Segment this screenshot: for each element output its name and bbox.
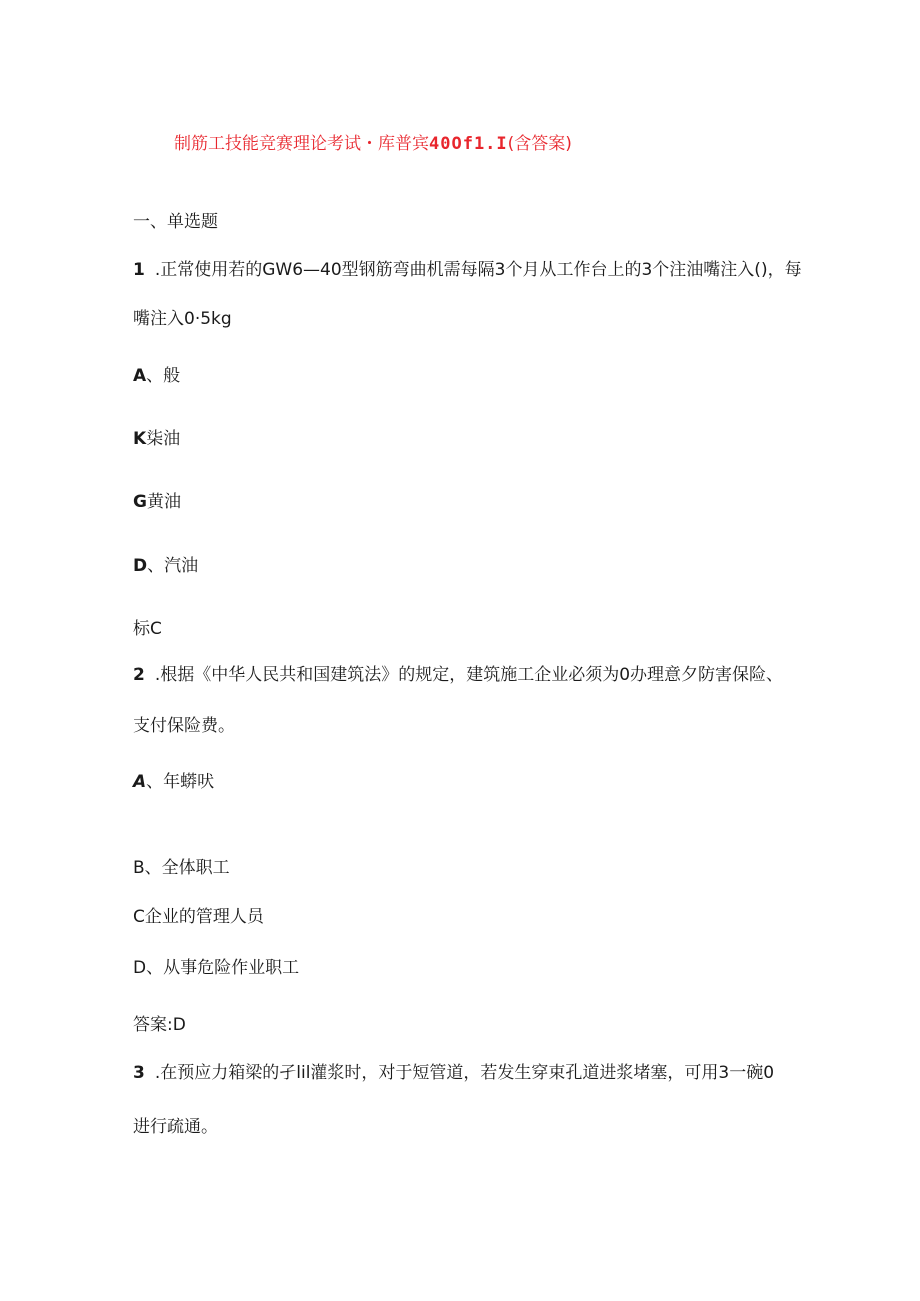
option-letter: K: [133, 429, 147, 449]
option-letter: A: [133, 366, 147, 386]
option-letter: A: [133, 772, 147, 792]
option-text: 柒油: [146, 429, 181, 449]
question-1-option-b: [133, 428, 180, 450]
question-1-answer: 标C: [133, 619, 162, 639]
question-1-line-2: 嘴注入0·5kg: [133, 309, 232, 329]
question-text: .正常使用若的GW6—40型钢筋弯曲机需每隔3个月从工作台上的3个注油嘴注入()，每: [154, 260, 802, 280]
question-3-line-1: [133, 1062, 774, 1084]
question-2-option-a: [133, 771, 214, 793]
question-2-option-d: [133, 957, 299, 979]
title-text: 制筋工技能竞赛理论考试・库普宾: [174, 134, 429, 154]
section-heading: 一、单选题: [133, 212, 218, 232]
option-letter: B: [133, 858, 145, 878]
question-2-line-1: [133, 664, 783, 686]
question-number: 2: [133, 665, 145, 685]
question-1-option-d: [133, 555, 198, 577]
question-1-option-a: [133, 365, 180, 387]
question-2-line-2: 支付保险费。: [133, 716, 235, 736]
option-letter: C: [133, 907, 145, 927]
question-number: 3: [133, 1063, 145, 1083]
option-text: 、汽油: [147, 556, 199, 576]
option-text: 黄油: [146, 492, 181, 512]
option-text: 企业的管理人员: [144, 907, 264, 927]
option-text: 、般: [146, 366, 181, 386]
document-title: [174, 133, 572, 155]
question-2-option-b: [133, 857, 230, 879]
question-2-option-c: [133, 906, 264, 928]
question-text: .根据《中华人民共和国建筑法》的规定，建筑施工企业必须为0办理意夕防害保险、: [154, 665, 784, 685]
option-text: 、全体职工: [144, 858, 230, 878]
option-letter: D: [133, 958, 147, 978]
title-suffix: (含答案): [507, 134, 572, 154]
option-text: 、从事危险作业职工: [146, 958, 300, 978]
question-1-option-c: [133, 491, 181, 513]
question-1-line-1: [133, 259, 802, 281]
question-3-line-2: 进行疏通。: [133, 1117, 218, 1137]
question-2-answer: 答案:D: [133, 1015, 186, 1035]
option-letter: G: [133, 492, 147, 512]
option-letter: D: [133, 556, 148, 576]
option-text: 、年蟒吠: [146, 772, 215, 792]
question-text: .在预应力箱梁的孑lil灌浆时，对于短管道，若发生穿束孔道进浆堵塞，可用3一碗0: [154, 1063, 775, 1083]
title-code: 40Of1.I: [429, 134, 508, 154]
question-number: 1: [133, 260, 145, 280]
